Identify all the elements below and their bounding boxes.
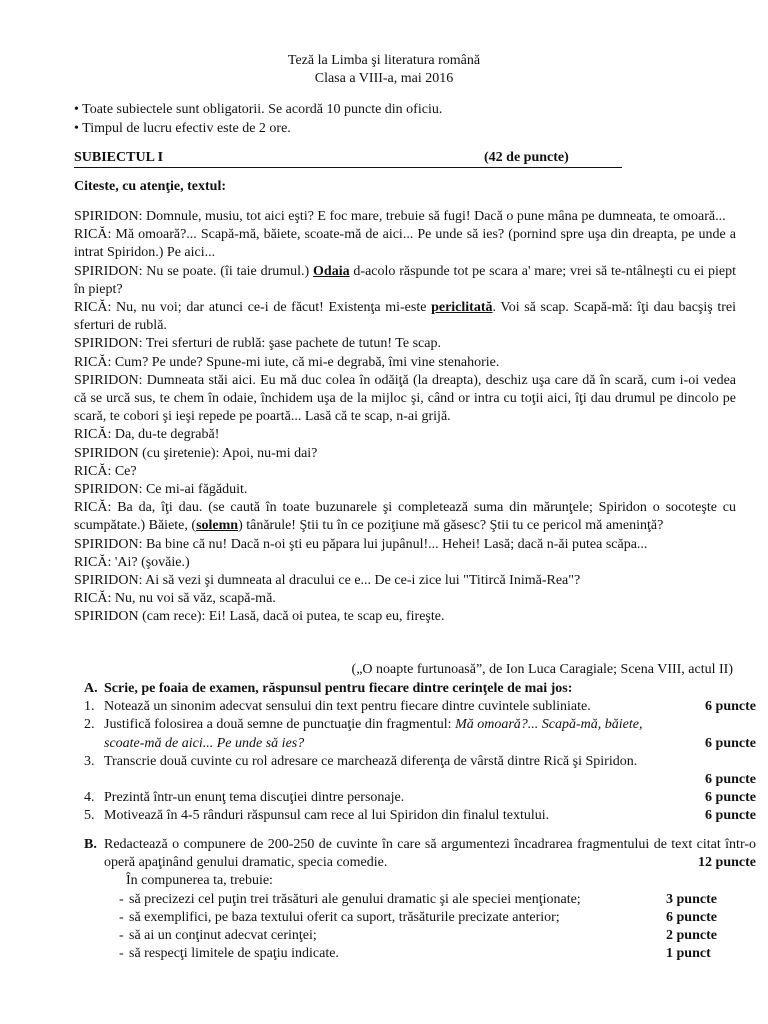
requirement-text: Transcrie două cuvinte cu rol adresare ce marchează diferenţa de vârstă dintre Rică şi Spiridon. xyxy=(104,753,638,769)
document-title: Teză la Limba şi literatura română xyxy=(287,53,481,68)
requirement-number: 3. xyxy=(84,753,95,769)
requirement-points: 6 puncte xyxy=(705,808,756,824)
part-a-heading xyxy=(74,680,756,698)
dialogue-line: SPIRIDON: Ba bine că nu! Dacă n-oi şti eu păpara lui jupânul!... Hehei! Lasă; dacă n-ăi putea scăpa... xyxy=(74,536,648,552)
requirement-points: 6 puncte xyxy=(705,790,756,806)
requirement-item xyxy=(74,807,756,825)
part-b-text: Redactează o compunere de 200-250 de cuvinte în care să argumentezi încadrarea fragmentului de text citat într-o operă apaţinând genului dramatic, specia comedie. xyxy=(104,837,756,871)
part-b-item: - să ai un conţinut adecvat cerinţei; 2 puncte xyxy=(74,927,756,945)
requirement-item xyxy=(74,789,756,807)
section-points: (42 de puncte) xyxy=(484,150,569,165)
requirement-number: 5. xyxy=(84,808,95,824)
requirement-item xyxy=(74,753,756,789)
reading-instruction: Citeste, cu atenţie, textul: xyxy=(74,179,227,194)
literary-fragment xyxy=(74,208,736,627)
requirement-number: 2. xyxy=(84,717,95,733)
part-b-item-points: 2 puncte xyxy=(666,928,717,944)
part-b-points: 12 puncte xyxy=(698,855,756,871)
section-title: SUBIECTUL I xyxy=(74,150,164,165)
dialogue-text: SPIRIDON: Nu se poate. (îi taie drumul.) xyxy=(74,263,314,279)
part-b-requirements xyxy=(74,836,756,963)
part-b-main xyxy=(74,836,756,872)
dialogue-line: SPIRIDON: Ai să vezi şi dumneata al dracului ce e... De ce-i zice lui "Titircă Inimă-Rea"? xyxy=(74,573,581,589)
requirement-points: 6 puncte xyxy=(705,735,756,751)
requirement-number: 1. xyxy=(84,699,95,715)
dialogue-line: RICĂ: Mă omoară?... Scapă-mă, băiete, scoate-mă de aici... Pe unde să ies? (pornind spre uşa din dreapta, pe unde a intrat Spiridon.) Pe aici... xyxy=(74,227,736,261)
dialogue-text: RICĂ: Nu, nu voi; dar atunci ce-i de făcut! Existenţa mi-este xyxy=(74,300,432,316)
general-instructions xyxy=(74,100,442,138)
dialogue-line: SPIRIDON: Ce mi-ai făgăduit. xyxy=(74,482,248,498)
underlined-word: Odaia xyxy=(313,263,350,279)
requirement-item xyxy=(74,716,756,752)
part-b-item-text: să ai un conţinut adecvat cerinţei; xyxy=(129,928,317,944)
dialogue-line: SPIRIDON (cu şiretenie): Apoi, nu-mi dai? xyxy=(74,445,318,461)
underlined-word: periclitată xyxy=(431,300,493,316)
part-b-item-text: să precizezi cel puţin trei trăsături ale genului dramatic şi ale speciei menţionate; xyxy=(129,891,581,907)
part-b-item-text: să exemplifici, pe baza textului oferit ca suport, trăsăturile precizate anterior; xyxy=(129,909,560,925)
fragment-source: („O noapte furtunoasă”, de Ion Luca Caragiale; Scena VIII, actul II) xyxy=(351,662,733,677)
requirement-quote: Mă omoară?... Scapă-mă, băiete, scoate-mă de aici... Pe unde să ies? xyxy=(104,717,643,751)
dialogue-line: RICĂ: Ce? xyxy=(74,463,137,479)
requirement-text: Notează un sinonim adecvat sensului din text pentru fiecare dintre cuvintele subliniate. xyxy=(104,699,591,715)
part-a-letter: A. xyxy=(84,681,98,696)
part-b-item: - să exemplifici, pe baza textului oferit ca suport, trăsăturile precizate anterior; 6 puncte xyxy=(74,909,756,927)
requirement-text: Justifică folosirea a două semne de punctuaţie din fragmentul: xyxy=(104,717,456,733)
requirement-text: Motivează în 4-5 rânduri răspunsul cam rece al lui Spiridon din finalul textului. xyxy=(104,808,550,824)
requirement-number: 4. xyxy=(84,790,95,806)
requirement-item xyxy=(74,698,756,716)
dialogue-line xyxy=(74,263,736,299)
part-b-item-points: 3 puncte xyxy=(666,891,717,907)
dialogue-line xyxy=(74,499,736,535)
requirement-points: 6 puncte xyxy=(705,772,756,787)
part-b-item: - să precizezi cel puţin trei trăsături ale genului dramatic şi ale speciei menţionate; 3 puncte xyxy=(74,891,756,909)
instruction-bullet: • Toate subiectele sunt obligatorii. Se acordă 10 puncte din oficiu. xyxy=(74,102,443,117)
part-a-requirements xyxy=(74,680,756,826)
part-b-item-text: să respecţi limitele de spaţiu indicate. xyxy=(129,946,339,962)
dialogue-line: RICĂ: 'Ai? (şovăie.) xyxy=(74,554,190,570)
dialogue-line: SPIRIDON: Dumneata stăi aici. Eu mă duc colea în odăiţă (la dreapta), deschiz uşa care dă în scară, cum i-oi vedea că se urcă sus, te chem în odaie, închidem uşa de la mijloc şi, când or intra cu toţii aici, îţi dau drumul pe dincolo pe scară, te cobori şi ieşi repede pe poartă... Lasă că te scap, n-ai grijă. xyxy=(74,372,736,425)
part-b-intro: În compunerea ta, trebuie: xyxy=(126,873,273,889)
underlined-word: solemn xyxy=(196,518,239,534)
dialogue-line: RICĂ: Cum? Pe unde? Spune-mi iute, că mi-e degrabă, îmi vine stenahorie. xyxy=(74,354,500,370)
document-subtitle: Clasa a VIII-a, mai 2016 xyxy=(314,71,454,86)
part-b-item-points: 1 punct xyxy=(666,946,711,962)
dialogue-text: d-acolo răspunde tot pe scara a' mare; vrei să te-ntâlneşti cu ei piept în piept? xyxy=(74,263,737,297)
dialogue-text: RICĂ: Ba da, îţi dau. (se caută în toate buzunarele şi completează suma din mărunţele; Spiridon o socoteşte cu scumpătate.) Băiete, ( xyxy=(74,500,736,534)
requirement-text: Prezintă într-un enunţ tema discuţiei dintre personaje. xyxy=(104,790,405,806)
dialogue-text: . Voi să scap. Scapă-mă: îţi dau bacşiş trei sferturi de rublă. xyxy=(74,300,736,334)
dialogue-line: SPIRIDON (cam rece): Ei! Lasă, dacă oi putea, te scap eu, fireşte. xyxy=(74,609,445,625)
dialogue-line: SPIRIDON: Trei sferturi de rublă: şase pachete de tutun! Te scap. xyxy=(74,336,441,352)
dialogue-line: RICĂ: Nu, nu voi să văz, scapă-mă. xyxy=(74,591,276,607)
document-header xyxy=(0,52,768,88)
section-heading xyxy=(74,150,622,168)
part-b-item: - să respecţi limitele de spaţiu indicate. 1 punct xyxy=(74,945,756,963)
part-b-letter: B. xyxy=(84,837,97,852)
requirement-points: 6 puncte xyxy=(705,699,756,715)
instruction-bullet: • Timpul de lucru efectiv este de 2 ore. xyxy=(74,121,291,136)
part-b-item-points: 6 puncte xyxy=(666,909,717,925)
dialogue-line: SPIRIDON: Domnule, musiu, tot aici eşti? E foc mare, trebuie să fugi! Dacă o pune mâna pe dumneata, te omoară... xyxy=(74,209,726,224)
dialogue-line: RICĂ: Da, du-te degrabă! xyxy=(74,427,220,443)
part-a-title: Scrie, pe foaia de examen, răspunsul pentru fiecare dintre cerinţele de mai jos: xyxy=(104,681,573,696)
dialogue-text: ) tânărule! Ştii tu în ce poziţiune mă găsesc? Ştii tu ce pericol mă ameninţă? xyxy=(238,518,664,534)
dialogue-line xyxy=(74,299,736,335)
